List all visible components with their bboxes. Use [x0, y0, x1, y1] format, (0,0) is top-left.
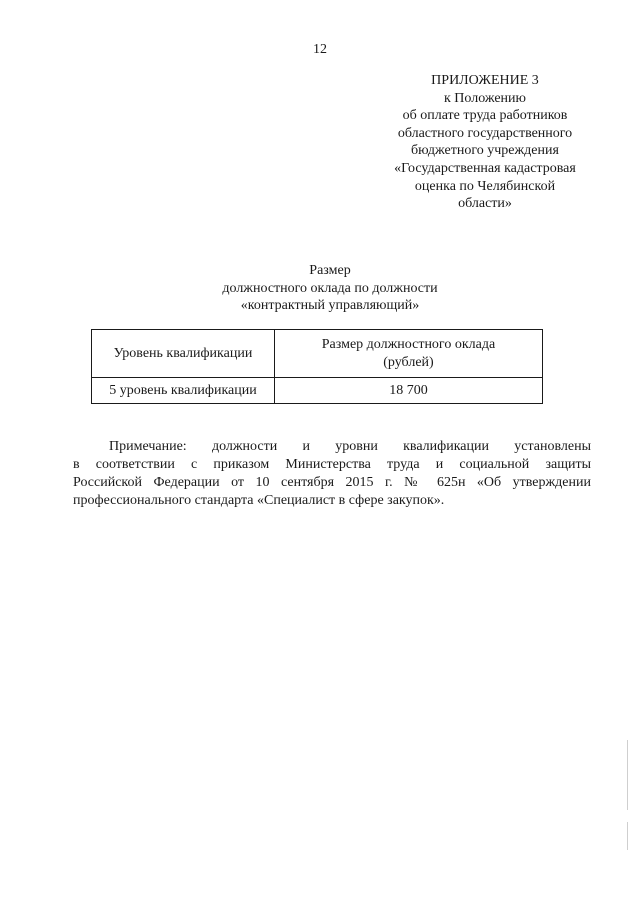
cell-salary: 18 700: [274, 378, 542, 404]
document-heading: [130, 262, 530, 315]
heading-line: «контрактный управляющий»: [240, 298, 420, 313]
salary-table: [91, 329, 543, 404]
header-qualification-level: [92, 330, 275, 378]
appendix-line: оценка по Челябинской: [414, 178, 556, 194]
heading-line: должностного оклада по должности: [222, 280, 438, 296]
header-text: (рублей): [383, 354, 434, 370]
appendix-line: области»: [458, 196, 512, 212]
appendix-header: [370, 72, 600, 213]
cell-qualification-level: 5 уровень квалификации: [92, 378, 275, 404]
header-text: Размер должностного оклада: [321, 336, 496, 352]
appendix-line: областного государственного: [397, 125, 573, 141]
page-number: 12: [313, 42, 327, 57]
scan-edge-mark: [627, 822, 628, 850]
note-line: профессионального стандарта «Специалист в сфере закупок».: [73, 493, 445, 508]
appendix-line: бюджетного учреждения: [411, 143, 559, 159]
scan-edge-mark: [627, 740, 628, 810]
note-line: Российской Федерации от 10 сентября 2015 г. № 625н «Об утверждении: [73, 475, 591, 490]
note-line: Примечание: должности и уровни квалификации установлены: [109, 439, 591, 454]
note-paragraph: [73, 438, 591, 510]
table-row: [92, 378, 543, 404]
appendix-line: к Положению: [443, 90, 526, 106]
appendix-title: ПРИЛОЖЕНИЕ 3: [431, 73, 539, 88]
table-header-row: [92, 330, 543, 378]
note-line: в соответствии с приказом Министерства труда и социальной защиты: [73, 457, 591, 472]
header-text: Уровень квалификации: [113, 345, 253, 361]
appendix-line: «Государственная кадастровая: [394, 160, 576, 176]
header-salary-size: [274, 330, 542, 378]
heading-line: Размер: [309, 263, 351, 278]
appendix-line: об оплате труда работников: [402, 108, 568, 124]
